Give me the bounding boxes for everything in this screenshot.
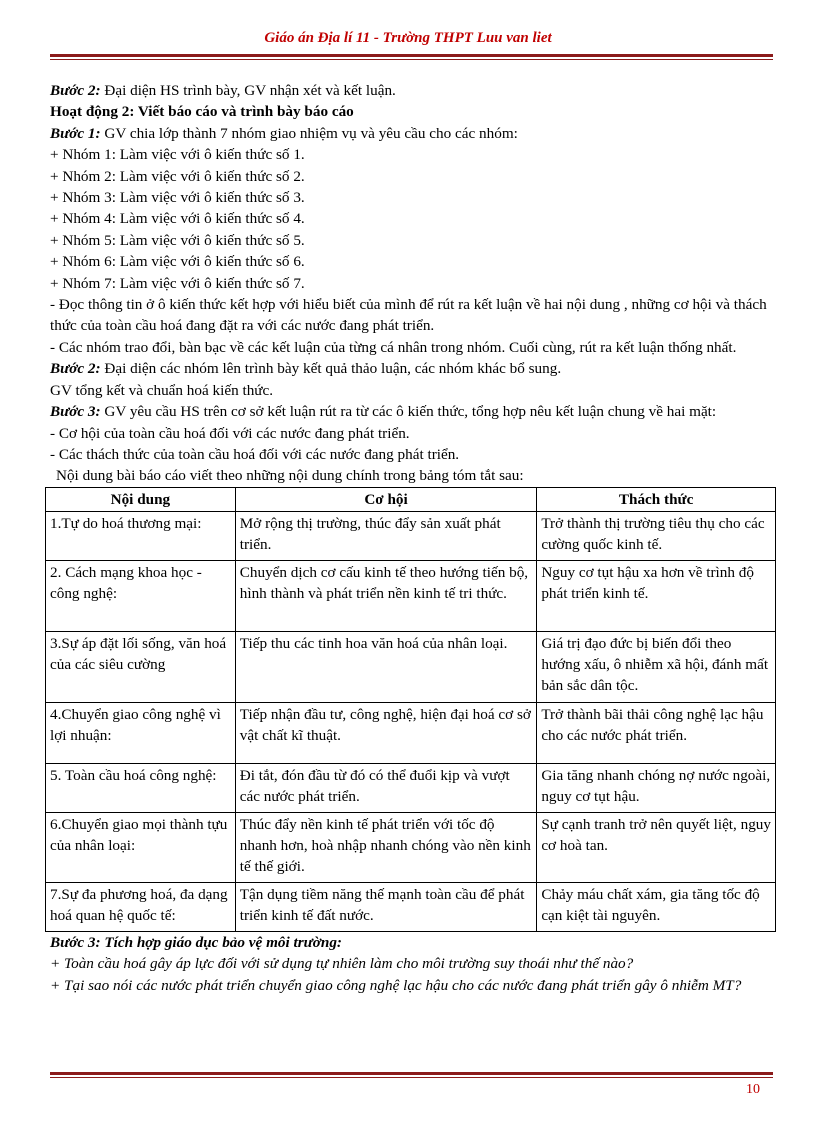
- table-cell: Tiếp nhận đầu tư, công nghệ, hiện đại hoá cơ sở vật chất kĩ thuật.: [235, 702, 537, 763]
- group-item: + Nhóm 3: Làm việc với ô kiến thức số 3.: [50, 189, 305, 207]
- table-cell: 5. Toàn cầu hoá công nghệ:: [46, 763, 236, 812]
- env-step-title: Bước 3: Tích hợp giáo dục bảo vệ môi trường:: [50, 933, 342, 951]
- table-cell: Đi tắt, đón đầu từ đó có thể đuổi kịp và vượt các nước phát triển.: [235, 763, 537, 812]
- instruction-2: - Các nhóm trao đổi, bàn bạc về các kết luận của từng cá nhân trong nhóm. Cuối cùng, rút ra kết luận thống nhất.: [50, 338, 737, 356]
- activity-title: Hoạt động 2: Viết báo cáo và trình bày báo cáo: [50, 103, 354, 121]
- group-item: + Nhóm 6: Làm việc với ô kiến thức số 6.: [50, 253, 305, 271]
- step-label: Bước 2:: [50, 82, 101, 99]
- group-item: + Nhóm 1: Làm việc với ô kiến thức số 1.: [50, 146, 305, 164]
- group-item: + Nhóm 7: Làm việc với ô kiến thức số 7.: [50, 274, 305, 292]
- group-item: + Nhóm 2: Làm việc với ô kiến thức số 2.: [50, 167, 305, 185]
- table-cell: Chảy máu chất xám, gia tăng tốc độ cạn kiệt tài nguyên.: [537, 882, 776, 931]
- step-text: GV yêu cầu HS trên cơ sở kết luận rút ra từ các ô kiến thức, tổng hợp nêu kết luận chung về hai mặt:: [100, 403, 717, 421]
- step-label: Bước 3:: [50, 403, 101, 421]
- table-intro: Nội dung bài báo cáo viết theo những nội dung chính trong bảng tóm tắt sau:: [56, 467, 524, 485]
- table-cell: Tận dụng tiềm năng thế mạnh toàn cầu để phát triển kinh tế đất nước.: [235, 882, 537, 931]
- env-question-2: + Tại sao nói các nước phát triển chuyển giao công nghệ lạc hậu cho các nước đang phát triển gây ô nhiễm MT?: [50, 976, 742, 994]
- header-rule: [50, 54, 773, 60]
- table-cell: Thúc đẩy nền kinh tế phát triển với tốc độ nhanh hơn, hoà nhập nhanh chóng vào nền kinh tế thế giới.: [235, 812, 537, 882]
- env-question-1: + Toàn cầu hoá gây áp lực đối với sử dụng tự nhiên làm cho môi trường suy thoái như thế nào?: [50, 955, 634, 973]
- summary-table: [45, 487, 776, 932]
- step-text: Đại diện HS trình bày, GV nhận xét và kết luận.: [100, 82, 396, 99]
- step2-line: [50, 80, 770, 101]
- table-cell: 6.Chuyển giao mọi thành tựu của nhân loại:: [46, 812, 236, 882]
- column-header: Cơ hội: [235, 487, 537, 511]
- step-text: GV chia lớp thành 7 nhóm giao nhiệm vụ và yêu cầu cho các nhóm:: [100, 124, 518, 142]
- table-cell: Mở rộng thị trường, thúc đẩy sản xuất phát triển.: [235, 511, 537, 560]
- group-item: + Nhóm 5: Làm việc với ô kiến thức số 5.: [50, 231, 305, 249]
- group-item: + Nhóm 4: Làm việc với ô kiến thức số 4.: [50, 210, 305, 228]
- step-text: Đại diện các nhóm lên trình bày kết quả thảo luận, các nhóm khác bổ sung.: [100, 360, 562, 378]
- table-cell: 4.Chuyển giao công nghệ vì lợi nhuận:: [46, 702, 236, 763]
- step3-line: [50, 401, 770, 422]
- table-row: [46, 882, 776, 931]
- table-row: [46, 702, 776, 763]
- table-row: [46, 511, 776, 560]
- gv-summary: GV tổng kết và chuẩn hoá kiến thức.: [50, 381, 274, 399]
- footer-rule: [50, 1072, 773, 1078]
- step-label: Bước 2:: [50, 360, 101, 378]
- step-label: Bước 1:: [50, 124, 101, 142]
- table-cell: Tiếp thu các tinh hoa văn hoá của nhân loại.: [235, 631, 537, 702]
- table-row: [46, 560, 776, 631]
- table-cell: 1.Tự do hoá thương mại:: [46, 511, 236, 560]
- document-body: [50, 80, 770, 996]
- table-cell: 7.Sự đa phương hoá, đa dạng hoá quan hệ quốc tế:: [46, 882, 236, 931]
- table-cell: Chuyển dịch cơ cấu kinh tế theo hướng tiến bộ, hình thành và phát triển nền kinh tế tri thức.: [235, 560, 537, 631]
- page-number: 10: [746, 1082, 760, 1097]
- point-2: - Các thách thức của toàn cầu hoá đối với các nước đang phát triển.: [50, 445, 460, 463]
- table-cell: Trở thành bãi thải công nghệ lạc hậu cho các nước phát triển.: [537, 702, 776, 763]
- table-cell: Gia tăng nhanh chóng nợ nước ngoài, nguy cơ tụt hậu.: [537, 763, 776, 812]
- table-cell: Trở thành thị trường tiêu thụ cho các cường quốc kinh tế.: [537, 511, 776, 560]
- table-cell: Giá trị đạo đức bị biến đổi theo hướng xấu, ô nhiễm xã hội, đánh mất bản sắc dân tộc.: [537, 631, 776, 702]
- table-row: [46, 812, 776, 882]
- table-header-row: [46, 487, 776, 511]
- table-cell: 3.Sự áp đặt lối sống, văn hoá của các siêu cường: [46, 631, 236, 702]
- column-header: Nội dung: [46, 487, 236, 511]
- step2-groups-line: [50, 358, 770, 379]
- table-row: [46, 631, 776, 702]
- step1-line: [50, 123, 770, 144]
- column-header: Thách thức: [537, 487, 776, 511]
- table-cell: Nguy cơ tụt hậu xa hơn về trình độ phát triển kinh tế.: [537, 560, 776, 631]
- table-row: [46, 763, 776, 812]
- page-header-title: Giáo án Địa lí 11 - Trường THPT Luu van liet: [264, 30, 552, 46]
- table-cell: 2. Cách mạng khoa học - công nghệ:: [46, 560, 236, 631]
- instruction-1: - Đọc thông tin ở ô kiến thức kết hợp với hiểu biết của mình để rút ra kết luận về hai nội dung , những cơ hội và thách thức của toàn cầu hoá đang đặt ra với các nước đang phát triển.: [50, 296, 767, 335]
- point-1: - Cơ hội của toàn cầu hoá đối với các nước đang phát triển.: [50, 424, 410, 442]
- table-cell: Sự cạnh tranh trở nên quyết liệt, nguy cơ hoà tan.: [537, 812, 776, 882]
